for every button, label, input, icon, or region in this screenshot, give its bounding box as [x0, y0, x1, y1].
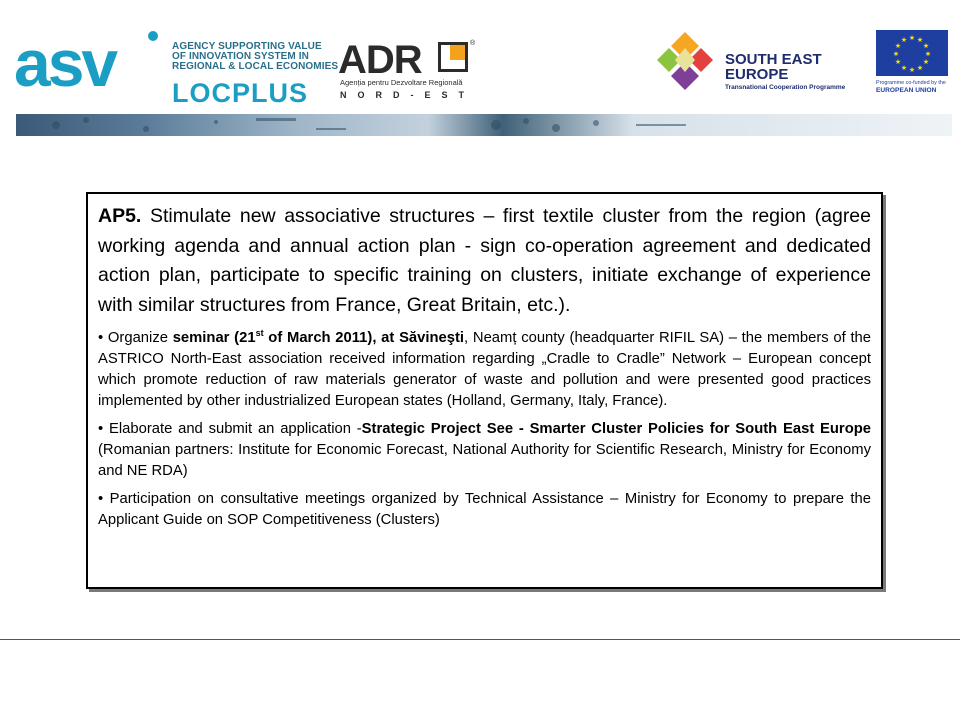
see-puzzle-icon	[655, 30, 715, 92]
bullet-seminar-prefix: • Organize	[98, 330, 173, 346]
asv-line-3: REGIONAL & LOCAL ECONOMIES	[172, 61, 339, 72]
bullet-seminar-bold-1: seminar (21	[172, 330, 256, 346]
svg-text:★: ★	[916, 64, 924, 72]
eu-caption	[876, 80, 946, 94]
locplus-brand: LOCPLUS	[172, 78, 309, 108]
svg-text:★: ★	[916, 36, 924, 44]
ap5-description: Stimulate new associative structures – first textile cluster from the region (agree working agenda and annual action plan - sign co-operation agreement and dedicated action plan, participate to specific training on clusters, initiate exchange of experience with similar structures from France, Great Britain, etc.).	[98, 205, 871, 316]
asv-line-1: AGENCY SUPPORTING VALUE	[172, 41, 322, 52]
asv-logo-mark	[14, 30, 164, 100]
bullet-application-bold: Strategic Project See - Smarter Cluster Policies for South East Europe	[361, 421, 872, 437]
footer-divider	[0, 639, 960, 640]
asv-description	[172, 42, 338, 72]
adr-square-icon	[438, 42, 468, 72]
adr-region: NORD-EST	[340, 90, 475, 100]
see-title-line-2: EUROPE	[725, 66, 789, 83]
adr-wordmark: ADR	[338, 38, 422, 82]
ap5-heading	[98, 202, 871, 320]
bullet-seminar-rest: , Neamț county (headquarter RIFIL SA) – the members of the ASTRICO North-East association received information regarding „Cradle to Cradle” Network – European concept which promote reduction of raw materials generator of waste and pollution and were presented good practices implemented by other industrialized European states (Holland, Germany, Italy, France).	[98, 330, 872, 409]
bullet-participation	[98, 489, 871, 531]
svg-text:★: ★	[908, 66, 916, 74]
ap5-label: AP5.	[98, 205, 142, 227]
content-box	[86, 192, 883, 589]
svg-text:★: ★	[894, 58, 902, 66]
asv-line-2: OF INNOVATION SYSTEM IN	[172, 51, 309, 62]
bullet-participation-text: • Participation on consultative meetings organized by Technical Assistance – Ministry for Economy to prepare the Applicant Guide on SOP Competitiveness (Clusters)	[98, 491, 871, 528]
svg-text:★: ★	[900, 64, 908, 72]
svg-text:★: ★	[922, 58, 930, 66]
asv-locplus-logo	[14, 22, 339, 112]
bullet-seminar	[98, 328, 871, 412]
svg-text:★: ★	[924, 50, 932, 58]
eu-flag-icon	[876, 30, 948, 76]
eu-stars-icon	[876, 30, 948, 76]
bullet-application-rest: (Romanian partners: Institute for Economic Forecast, National Authority for Scientific Research, Ministry for Economy and NE RDA)	[98, 442, 871, 479]
svg-text:★: ★	[892, 50, 900, 58]
see-subtitle: Transnational Cooperation Programme	[725, 84, 846, 91]
adr-subtitle: Agenția pentru Dezvoltare Regională	[340, 78, 463, 87]
eu-caption-line-1: Programme co-funded by the	[876, 80, 946, 86]
eu-caption-line-2: EUROPEAN UNION	[876, 87, 937, 94]
adr-registered-mark: ®	[470, 40, 476, 47]
header-logos	[0, 0, 960, 140]
banner-pattern	[16, 114, 952, 136]
decorative-banner	[16, 114, 952, 136]
svg-text:★: ★	[894, 42, 902, 50]
bullet-seminar-sup: st	[255, 328, 264, 339]
bullet-application-prefix: • Elaborate and submit an application -	[98, 421, 362, 437]
svg-text:★: ★	[922, 42, 930, 50]
bullet-application	[98, 419, 871, 482]
south-east-europe-logo	[655, 30, 846, 100]
svg-text:★: ★	[900, 36, 908, 44]
asv-logo-mark-text: asv	[14, 30, 116, 100]
see-title-line-1: SOUTH EAST	[725, 51, 822, 68]
svg-text:★: ★	[908, 34, 916, 42]
eu-logo	[876, 30, 952, 98]
see-title	[725, 52, 822, 82]
adr-logo	[338, 40, 478, 102]
bullet-seminar-bold-2: of March 2011), at Săvineşti	[263, 330, 465, 346]
